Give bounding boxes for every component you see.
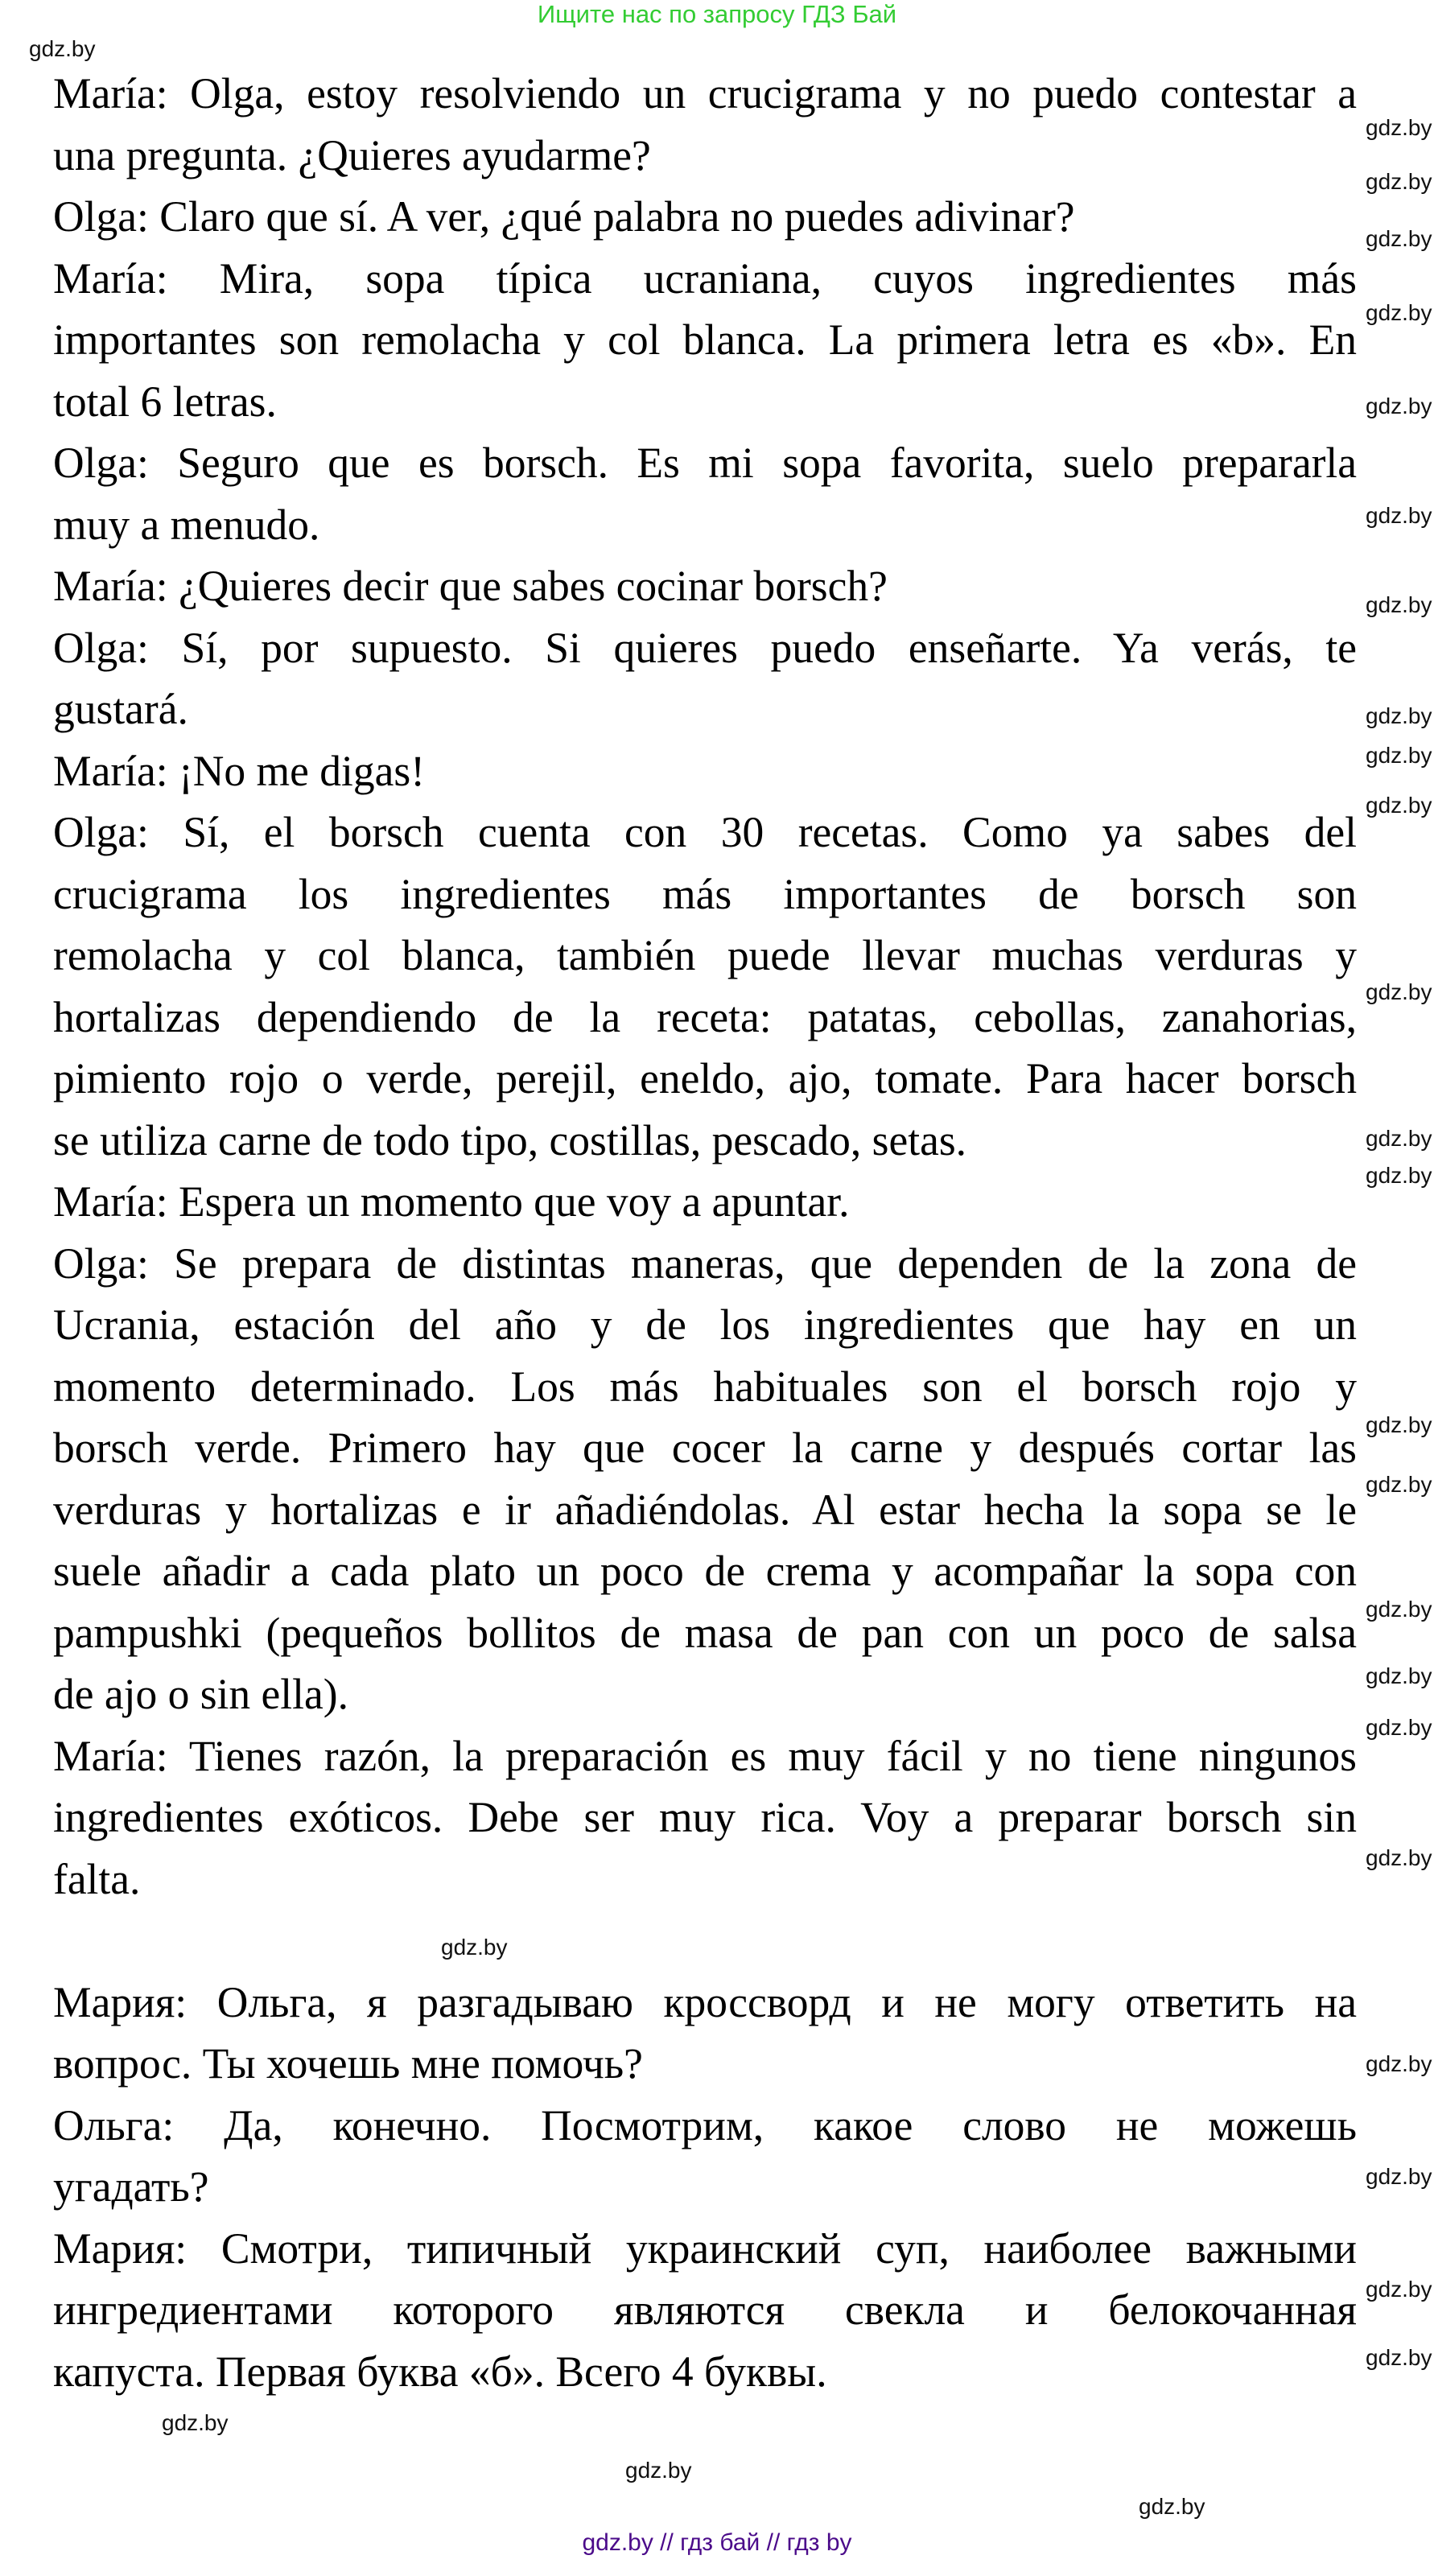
dialogue-paragraph — [53, 1171, 1357, 1233]
watermark-text: gdz.by — [1366, 226, 1432, 251]
text-line: suele añadir a cada plato un poco de crema y acompañar la sopa con — [53, 1547, 1357, 1595]
dialogue-paragraph — [53, 432, 1357, 555]
text-line: ингредиентами которого являются свекла и белокочанная — [53, 2285, 1357, 2334]
text-line: de ajo o sin ella). — [53, 1670, 348, 1718]
text-line: Olga: Se prepara de distintas maneras, que dependen de la zona de — [53, 1239, 1357, 1288]
text-line: muy a menudo. — [53, 500, 320, 549]
dialogue-paragraph — [53, 802, 1357, 1171]
text-line: угадать? — [53, 2162, 209, 2211]
text-line: ingredientes exóticos. Debe ser muy rica. Voy a preparar borsch sin — [53, 1793, 1357, 1841]
text-line: María: Olga, estoy resolviendo un crucigrama y no puedo contestar a — [53, 69, 1357, 117]
search-banner: Ищите нас по запросу ГДЗ Бай — [537, 0, 897, 28]
dialogue-paragraph — [53, 1972, 1357, 2095]
watermark-text: gdz.by — [1366, 300, 1432, 325]
spanish-dialogue — [53, 63, 1357, 1910]
text-line: Olga: Claro que sí. A ver, ¿qué palabra no puedes adivinar? — [53, 192, 1075, 241]
watermark-text: gdz.by — [1366, 2345, 1432, 2370]
text-line: borsch verde. Primero hay que cocer la carne y después cortar las — [53, 1424, 1357, 1472]
watermark-text: gdz.by — [1366, 1126, 1432, 1151]
text-line: Мария: Смотри, типичный украинский суп, наиболее важными — [53, 2224, 1357, 2273]
watermark-text: gdz.by — [1366, 1163, 1432, 1188]
text-line: капуста. Первая буква «б». Всего 4 буквы. — [53, 2347, 827, 2396]
text-line: Ucrania, estación del año y de los ingredientes que hay en un — [53, 1300, 1357, 1349]
text-line: María: Mira, sopa típica ucraniana, cuyos ingredientes más — [53, 253, 1357, 303]
text-line: verduras y hortalizas e ir añadiéndolas. Al estar hecha la sopa se le — [53, 1485, 1357, 1534]
watermark-text: gdz.by — [1366, 115, 1432, 140]
watermark-text: gdz.by — [1139, 2494, 1205, 2519]
dialogue-paragraph — [53, 617, 1357, 740]
text-line: remolacha y col blanca, también puede llevar muchas verduras y — [53, 931, 1357, 979]
watermark-text: gdz.by — [1366, 2051, 1432, 2076]
dialogue-text — [53, 63, 1357, 2402]
dialogue-paragraph — [53, 740, 1357, 802]
text-line: вопрос. Ты хочешь мне помочь? — [53, 2039, 643, 2088]
watermark-text: gdz.by — [1366, 1472, 1432, 1497]
dialogue-paragraph — [53, 1725, 1357, 1910]
watermark-text: gdz.by — [1366, 2164, 1432, 2189]
section-gap — [53, 1910, 1357, 1972]
text-line: una pregunta. ¿Quieres ayudarme? — [53, 130, 651, 179]
dialogue-paragraph — [53, 186, 1357, 248]
text-line: se utiliza carne de todo tipo, costillas, pescado, setas. — [53, 1115, 967, 1164]
watermark-text: gdz.by — [29, 36, 96, 61]
watermark-text: gdz.by — [1366, 1845, 1432, 1870]
text-line: Olga: Sí, por supuesto. Si quieres puedo enseñarte. Ya verás, te — [53, 623, 1357, 672]
text-line: pampushki (pequeños bollitos de masa de pan con un poco de salsa — [53, 1608, 1357, 1657]
watermark-text: gdz.by — [1366, 592, 1432, 617]
watermark-text: gdz.by — [1366, 503, 1432, 528]
watermark-text: gdz.by — [441, 1935, 508, 1960]
watermark-text: gdz.by — [1366, 793, 1432, 818]
watermark-text: gdz.by — [1366, 1597, 1432, 1622]
dialogue-paragraph — [53, 63, 1357, 186]
watermark-text: gdz.by — [162, 2410, 229, 2435]
text-line: pimiento rojo o verde, perejil, eneldo, ajo, tomate. Para hacer borsch — [53, 1054, 1357, 1103]
text-line: momento determinado. Los más habituales son el borsch rojo y — [53, 1362, 1357, 1411]
text-line: María: Espera un momento que voy a apuntar. — [53, 1177, 850, 1226]
dialogue-paragraph — [53, 2218, 1357, 2403]
text-line: María: Tienes razón, la preparación es muy fácil y no tiene ningunos — [53, 1731, 1357, 1780]
watermark-text: gdz.by — [1366, 2277, 1432, 2302]
dialogue-paragraph — [53, 555, 1357, 617]
watermark-text: gdz.by — [1366, 394, 1432, 418]
russian-translation — [53, 1972, 1357, 2403]
watermark-text: gdz.by — [1366, 1663, 1432, 1688]
watermark-text: gdz.by — [1366, 743, 1432, 768]
text-line: crucigrama los ingredientes más importantes de borsch son — [53, 869, 1357, 918]
watermark-text: gdz.by — [625, 2458, 692, 2483]
text-line: Ольга: Да, конечно. Посмотрим, какое слово не можешь — [53, 2100, 1357, 2149]
watermark-text: gdz.by — [1366, 1412, 1432, 1437]
text-line: Мария: Ольга, я разгадываю кроссворд и не могу ответить на — [53, 1977, 1357, 2026]
text-line: María: ¡No me digas! — [53, 746, 426, 795]
dialogue-paragraph — [53, 2095, 1357, 2218]
watermark-text: gdz.by — [1366, 1715, 1432, 1740]
watermark-text: gdz.by — [1366, 703, 1432, 728]
watermark-text: gdz.by — [1366, 979, 1432, 1004]
text-line: importantes son remolacha y col blanca. La primera letra es «b». En — [53, 315, 1357, 364]
text-line: hortalizas dependiendo de la receta: patatas, cebollas, zanahorias, — [53, 992, 1357, 1041]
text-line: gustará. — [53, 685, 188, 733]
text-line: Olga: Seguro que es borsch. Es mi sopa favorita, suelo prepararla — [53, 439, 1357, 487]
text-line: María: ¿Quieres decir que sabes cocinar borsch? — [53, 562, 888, 610]
footer-links[interactable]: gdz.by // гдз бай // гдз by — [582, 2529, 852, 2556]
text-line: Olga: Sí, el borsch cuenta con 30 recetas. Como ya sabes del — [53, 808, 1357, 856]
dialogue-paragraph — [53, 248, 1357, 433]
dialogue-paragraph — [53, 1233, 1357, 1725]
text-line: falta. — [53, 1854, 141, 1903]
text-line: total 6 letras. — [53, 377, 277, 426]
watermark-text: gdz.by — [1366, 169, 1432, 194]
